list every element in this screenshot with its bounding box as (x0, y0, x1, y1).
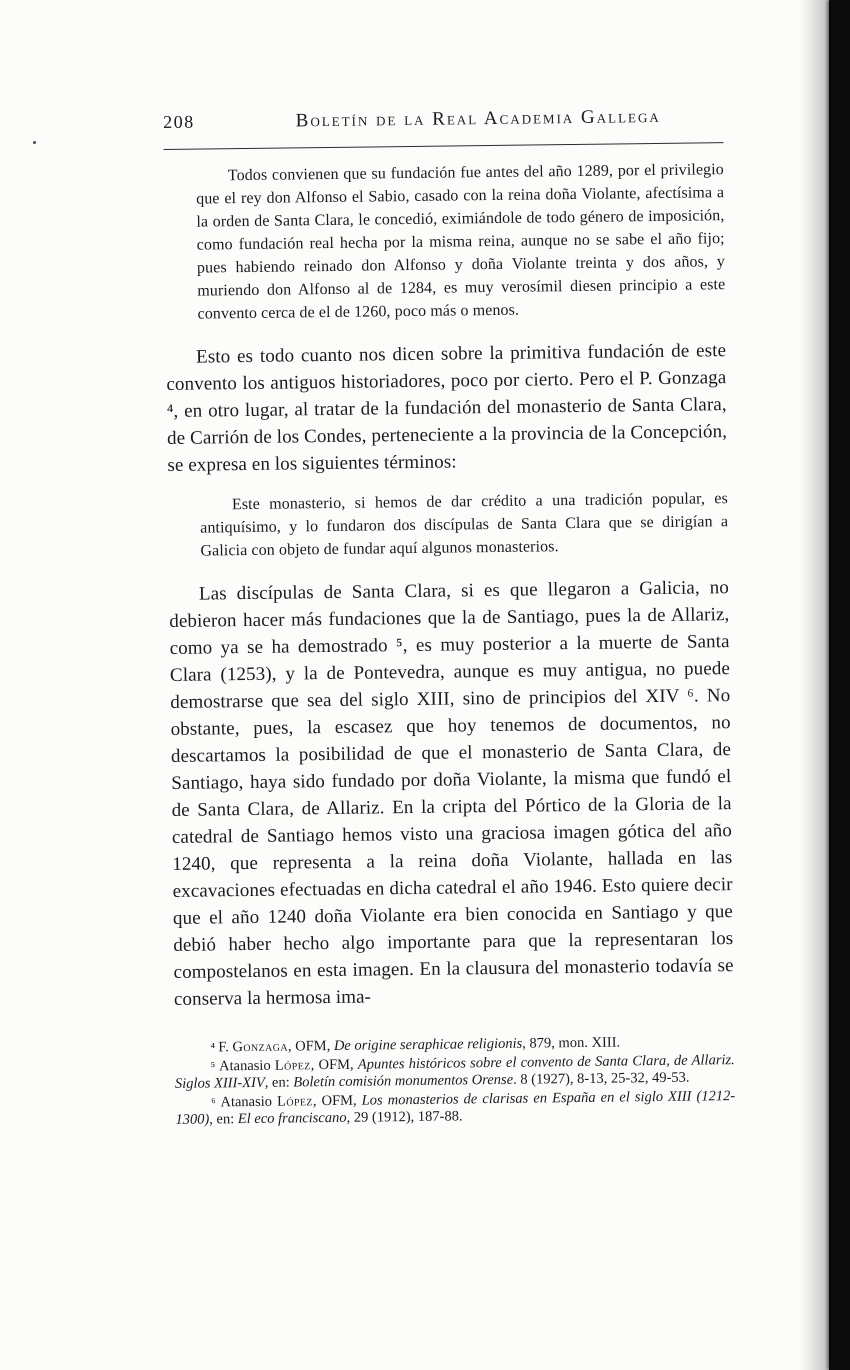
header-rule (164, 142, 724, 150)
scan-black-edge (829, 0, 850, 1370)
footnote-journal: El eco franciscano (237, 1109, 347, 1128)
footnote-6 (175, 1087, 735, 1130)
footnote-marker: ⁵ (210, 1057, 220, 1073)
footnote-marker: ⁶ (211, 1093, 221, 1109)
paragraph-1: Esto es todo cuanto nos dicen sobre la primitiva fundación de este convento los antiguos historiadores, poco por cierto. Pero el P. Gonzaga ⁴, en otro lugar, al tratar de la fundación del monasterio de Santa Clara, de Carrión de los Condes, perteneciente a la provincia de la Concepción, se expresa en los siguientes términos: (166, 340, 728, 476)
block-quote-1: Todos convienen que su fundación fue antes del año 1289, por el privilegio que el rey don Alfonso el Sabio, casado con la reina doña Violante, afectísima a la orden de Santa Clara, le concedió, eximiándole de todo género de imposición, como fundación real hecha por la misma reina, aunque no se sabe el año fijo; pues habiendo reinado don Alfonso y doña Violante treinta y dos años, y muriendo don Alfonso al de 1284, es muy verosímil diesen principio a este convento cerca de el de 1260, poco más o menos. (196, 161, 726, 323)
footnote-work-title: De origine seraphicae religionis (333, 1035, 523, 1054)
footnote-post: , 29 (1912), 187-88. (346, 1108, 463, 1126)
paragraph-2: Las discípulas de Santa Clara, si es que llegaron a Galicia, no debieron hacer más fundaciones que la de Santiago, pues la de Allariz, como ya se ha demostrado ⁵, es muy posterior a la muerte de Santa Clara (1253), y la de Pontevedra, aunque es muy antigua, no puede demostrarse que sea del siglo XIII, sino de principios del XIV ⁶. No obstante, pues, la escasez que hoy tenemos de documentos, no descartamos la posibilidad de que el monasterio de Santa Clara, de Santiago, haya sido fundado por doña Violante, la misma que fundó el de Santa Clara, de Allariz. En la cripta del Pórtico de la Gloria de la catedral de Santiago hemos visto una graciosa imagen gótica del año 1240, que representa a la reina doña Violante, hallada en las excavaciones efectuadas en dicha catedral el año 1946. Esto quiere decir que el año 1240 doña Violante era bien conocida en Santiago y que debió haber hecho algo importante para que la representaran los compostelanos en esta imagen. En la clausura del monasterio todavía se conserva la hermosa ima- (169, 577, 734, 1010)
running-header-title: Boletín de la Real Academia Gallega (295, 105, 661, 132)
footnotes-section (174, 1032, 735, 1129)
footnote-post: . 8 (1927), 8-13, 25-32, 49-53. (513, 1069, 690, 1088)
footnote-journal: Boletín comisión monumentos Orense (293, 1071, 514, 1091)
footnote-author-name: Gonzaga (232, 1038, 289, 1056)
footnote-work-title: Los monasterios de clarisas en España en el siglo XIII (1212-1300) (175, 1087, 736, 1128)
footnote-author-post: , OFM, (312, 1092, 362, 1109)
block-quote-2: Este monasterio, si hemos de dar crédito a una tradición popular, es antiquísimo, y lo fundaron dos discípulas de Santa Clara que se dirigían a Galicia con objeto de fundar aquí algunos monasterios. (200, 490, 729, 560)
footnote-marker: ⁴ (210, 1039, 219, 1055)
footnote-author-name: López (276, 1092, 313, 1110)
page-content (163, 97, 735, 1129)
footnote-author-post: , OFM, (287, 1037, 335, 1055)
footnote-author-post: , OFM, (310, 1056, 358, 1073)
page-header (163, 97, 723, 140)
footnote-work-title: Apuntes históricos sobre el convento de Santa Clara, de Allariz. Siglos XIII-XIV (174, 1051, 735, 1092)
page-number: 208 (163, 111, 195, 132)
scan-gutter-shadow (800, 0, 830, 1370)
footnote-mid: , en: (264, 1074, 294, 1091)
footnote-author-name: López (274, 1056, 311, 1074)
scan-speck (33, 141, 36, 144)
footnote-mid: , 879, mon. XIII. (522, 1034, 621, 1052)
footnote-author-pre: F. (218, 1039, 233, 1056)
footnote-5 (175, 1051, 735, 1094)
footnote-author-pre: Atanasio (219, 1057, 275, 1074)
footnote-author-pre: Atanasio (220, 1093, 278, 1110)
footnote-mid: , en: (209, 1111, 238, 1128)
